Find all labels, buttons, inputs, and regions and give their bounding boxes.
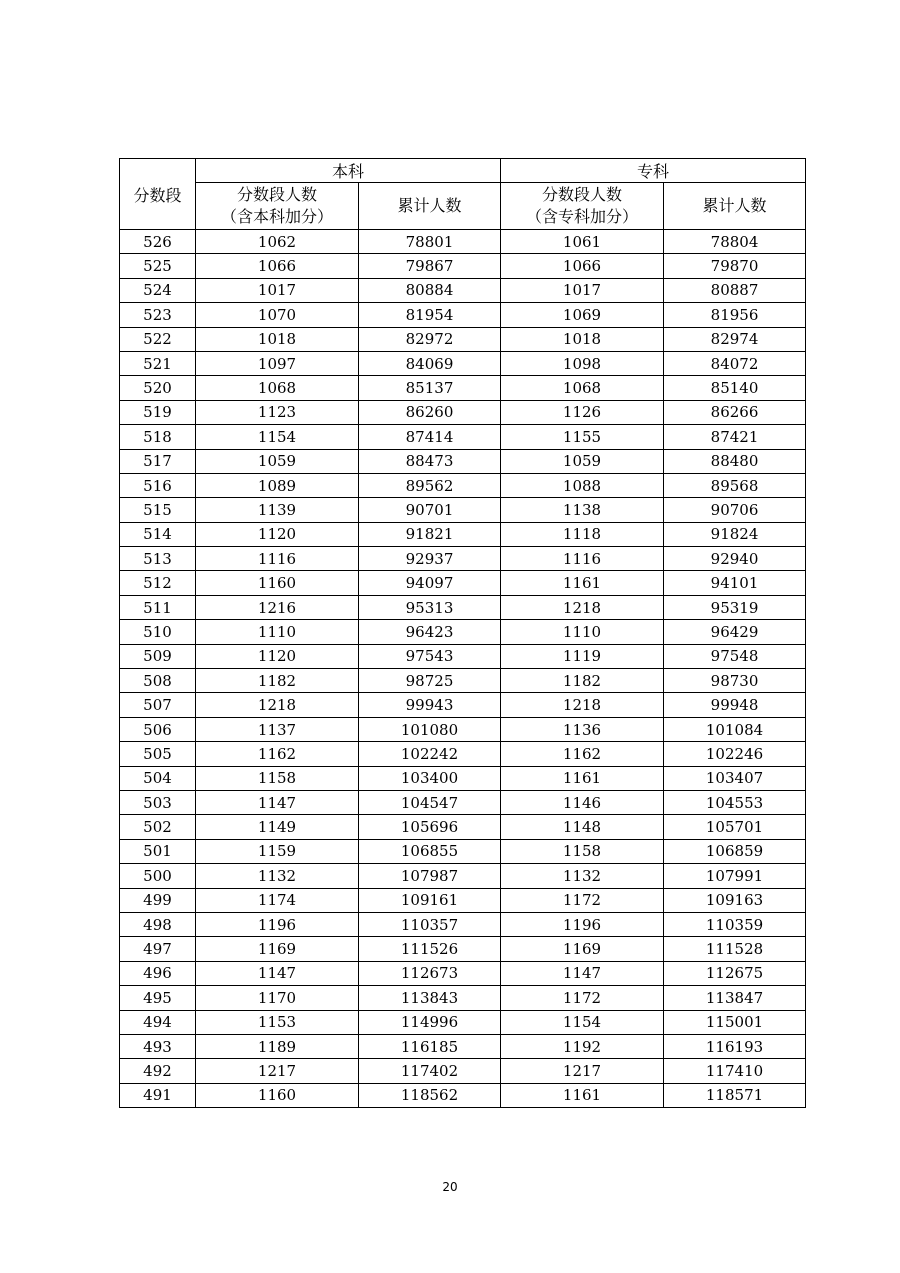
cell-score: 518 — [120, 425, 196, 449]
cell-undergrad-count: 1137 — [196, 717, 359, 741]
cell-vocational-cumulative: 84072 — [664, 351, 806, 375]
cell-undergrad-cumulative: 84069 — [359, 351, 501, 375]
cell-score: 526 — [120, 230, 196, 254]
cell-undergrad-cumulative: 104547 — [359, 790, 501, 814]
table-row — [120, 864, 806, 888]
cell-undergrad-count: 1110 — [196, 620, 359, 644]
header-undergrad-count-note: （含本科加分） — [220, 207, 333, 226]
cell-undergrad-count: 1120 — [196, 522, 359, 546]
cell-score: 498 — [120, 912, 196, 936]
cell-vocational-cumulative: 113847 — [664, 986, 806, 1010]
cell-undergrad-count: 1170 — [196, 986, 359, 1010]
cell-vocational-count: 1059 — [501, 449, 664, 473]
table-row — [120, 986, 806, 1010]
cell-score: 501 — [120, 839, 196, 863]
table-row — [120, 473, 806, 497]
cell-vocational-count: 1182 — [501, 669, 664, 693]
cell-vocational-cumulative: 81956 — [664, 303, 806, 327]
cell-vocational-cumulative: 88480 — [664, 449, 806, 473]
cell-vocational-cumulative: 116193 — [664, 1034, 806, 1058]
cell-score: 520 — [120, 376, 196, 400]
cell-undergrad-cumulative: 85137 — [359, 376, 501, 400]
cell-vocational-count: 1146 — [501, 790, 664, 814]
cell-vocational-cumulative: 99948 — [664, 693, 806, 717]
cell-undergrad-cumulative: 82972 — [359, 327, 501, 351]
cell-vocational-count: 1218 — [501, 595, 664, 619]
cell-undergrad-count: 1132 — [196, 864, 359, 888]
cell-vocational-cumulative: 90706 — [664, 498, 806, 522]
cell-undergrad-cumulative: 88473 — [359, 449, 501, 473]
header-undergrad-cumulative: 累计人数 — [359, 183, 501, 230]
cell-score: 492 — [120, 1059, 196, 1083]
cell-undergrad-cumulative: 105696 — [359, 815, 501, 839]
cell-undergrad-cumulative: 99943 — [359, 693, 501, 717]
cell-undergrad-count: 1169 — [196, 937, 359, 961]
cell-undergrad-cumulative: 113843 — [359, 986, 501, 1010]
cell-score: 497 — [120, 937, 196, 961]
cell-vocational-cumulative: 98730 — [664, 669, 806, 693]
cell-vocational-count: 1126 — [501, 400, 664, 424]
cell-undergrad-count: 1218 — [196, 693, 359, 717]
table-row — [120, 303, 806, 327]
cell-undergrad-count: 1123 — [196, 400, 359, 424]
cell-score: 499 — [120, 888, 196, 912]
cell-score: 504 — [120, 766, 196, 790]
cell-score: 507 — [120, 693, 196, 717]
cell-vocational-cumulative: 95319 — [664, 595, 806, 619]
table-row — [120, 790, 806, 814]
cell-score: 503 — [120, 790, 196, 814]
cell-undergrad-count: 1174 — [196, 888, 359, 912]
cell-undergrad-cumulative: 91821 — [359, 522, 501, 546]
table-row — [120, 888, 806, 912]
header-vocational-count — [501, 183, 664, 230]
cell-undergrad-cumulative: 95313 — [359, 595, 501, 619]
table-row — [120, 644, 806, 668]
header-undergrad-count — [196, 183, 359, 230]
cell-vocational-count: 1119 — [501, 644, 664, 668]
cell-score: 506 — [120, 717, 196, 741]
cell-undergrad-cumulative: 114996 — [359, 1010, 501, 1034]
table-row — [120, 669, 806, 693]
cell-undergrad-cumulative: 103400 — [359, 766, 501, 790]
cell-undergrad-cumulative: 94097 — [359, 571, 501, 595]
cell-score: 509 — [120, 644, 196, 668]
cell-vocational-cumulative: 102246 — [664, 742, 806, 766]
cell-vocational-count: 1155 — [501, 425, 664, 449]
table-row — [120, 595, 806, 619]
cell-vocational-count: 1110 — [501, 620, 664, 644]
cell-undergrad-count: 1160 — [196, 571, 359, 595]
cell-vocational-cumulative: 87421 — [664, 425, 806, 449]
cell-vocational-cumulative: 85140 — [664, 376, 806, 400]
cell-vocational-cumulative: 92940 — [664, 547, 806, 571]
header-vocational-cumulative: 累计人数 — [664, 183, 806, 230]
cell-score: 514 — [120, 522, 196, 546]
cell-vocational-count: 1158 — [501, 839, 664, 863]
cell-undergrad-count: 1068 — [196, 376, 359, 400]
cell-undergrad-cumulative: 111526 — [359, 937, 501, 961]
cell-undergrad-cumulative: 107987 — [359, 864, 501, 888]
table-row — [120, 1010, 806, 1034]
cell-undergrad-count: 1059 — [196, 449, 359, 473]
cell-vocational-count: 1192 — [501, 1034, 664, 1058]
cell-undergrad-cumulative: 106855 — [359, 839, 501, 863]
cell-score: 496 — [120, 961, 196, 985]
table-row — [120, 742, 806, 766]
table-row — [120, 278, 806, 302]
cell-undergrad-count: 1160 — [196, 1083, 359, 1107]
cell-vocational-count: 1066 — [501, 254, 664, 278]
cell-score: 494 — [120, 1010, 196, 1034]
table-body — [120, 230, 806, 1108]
cell-vocational-count: 1162 — [501, 742, 664, 766]
table-row — [120, 717, 806, 741]
cell-undergrad-count: 1116 — [196, 547, 359, 571]
cell-vocational-cumulative: 103407 — [664, 766, 806, 790]
cell-score: 519 — [120, 400, 196, 424]
cell-score: 522 — [120, 327, 196, 351]
cell-vocational-count: 1069 — [501, 303, 664, 327]
cell-score: 516 — [120, 473, 196, 497]
cell-undergrad-count: 1018 — [196, 327, 359, 351]
table-row — [120, 327, 806, 351]
cell-vocational-count: 1169 — [501, 937, 664, 961]
cell-vocational-count: 1172 — [501, 986, 664, 1010]
table-row — [120, 839, 806, 863]
cell-undergrad-cumulative: 81954 — [359, 303, 501, 327]
cell-vocational-cumulative: 107991 — [664, 864, 806, 888]
cell-vocational-count: 1136 — [501, 717, 664, 741]
cell-score: 510 — [120, 620, 196, 644]
table-row — [120, 351, 806, 375]
cell-score: 513 — [120, 547, 196, 571]
cell-undergrad-cumulative: 110357 — [359, 912, 501, 936]
cell-undergrad-count: 1149 — [196, 815, 359, 839]
cell-score: 523 — [120, 303, 196, 327]
cell-vocational-cumulative: 104553 — [664, 790, 806, 814]
table-row — [120, 693, 806, 717]
cell-vocational-count: 1147 — [501, 961, 664, 985]
score-distribution-table — [119, 158, 806, 1108]
header-vocational-count-label: 分数段人数 — [542, 185, 623, 204]
cell-vocational-count: 1161 — [501, 766, 664, 790]
cell-vocational-count: 1017 — [501, 278, 664, 302]
cell-vocational-cumulative: 94101 — [664, 571, 806, 595]
cell-undergrad-cumulative: 92937 — [359, 547, 501, 571]
cell-score: 505 — [120, 742, 196, 766]
cell-undergrad-cumulative: 98725 — [359, 669, 501, 693]
cell-undergrad-cumulative: 79867 — [359, 254, 501, 278]
cell-undergrad-count: 1097 — [196, 351, 359, 375]
cell-undergrad-cumulative: 102242 — [359, 742, 501, 766]
cell-undergrad-cumulative: 78801 — [359, 230, 501, 254]
cell-undergrad-cumulative: 89562 — [359, 473, 501, 497]
cell-vocational-count: 1116 — [501, 547, 664, 571]
cell-vocational-cumulative: 78804 — [664, 230, 806, 254]
cell-vocational-count: 1196 — [501, 912, 664, 936]
cell-vocational-cumulative: 117410 — [664, 1059, 806, 1083]
table-row — [120, 912, 806, 936]
cell-undergrad-count: 1196 — [196, 912, 359, 936]
cell-undergrad-cumulative: 87414 — [359, 425, 501, 449]
cell-undergrad-count: 1153 — [196, 1010, 359, 1034]
cell-undergrad-cumulative: 109161 — [359, 888, 501, 912]
cell-score: 517 — [120, 449, 196, 473]
cell-vocational-cumulative: 110359 — [664, 912, 806, 936]
cell-vocational-count: 1161 — [501, 571, 664, 595]
cell-undergrad-cumulative: 96423 — [359, 620, 501, 644]
cell-vocational-cumulative: 82974 — [664, 327, 806, 351]
table-row — [120, 230, 806, 254]
cell-vocational-cumulative: 109163 — [664, 888, 806, 912]
table-row — [120, 254, 806, 278]
table-row — [120, 1083, 806, 1107]
cell-undergrad-cumulative: 118562 — [359, 1083, 501, 1107]
cell-score: 500 — [120, 864, 196, 888]
cell-undergrad-cumulative: 117402 — [359, 1059, 501, 1083]
cell-undergrad-count: 1216 — [196, 595, 359, 619]
header-vocational-count-note: （含专科加分） — [526, 207, 639, 226]
cell-vocational-count: 1217 — [501, 1059, 664, 1083]
cell-score: 493 — [120, 1034, 196, 1058]
cell-vocational-cumulative: 105701 — [664, 815, 806, 839]
cell-undergrad-count: 1066 — [196, 254, 359, 278]
cell-vocational-count: 1061 — [501, 230, 664, 254]
cell-score: 511 — [120, 595, 196, 619]
cell-vocational-count: 1138 — [501, 498, 664, 522]
cell-vocational-count: 1118 — [501, 522, 664, 546]
cell-vocational-count: 1018 — [501, 327, 664, 351]
cell-score: 524 — [120, 278, 196, 302]
cell-vocational-cumulative: 111528 — [664, 937, 806, 961]
cell-vocational-count: 1172 — [501, 888, 664, 912]
cell-undergrad-count: 1147 — [196, 790, 359, 814]
cell-undergrad-cumulative: 101080 — [359, 717, 501, 741]
cell-vocational-cumulative: 79870 — [664, 254, 806, 278]
cell-undergrad-count: 1147 — [196, 961, 359, 985]
header-group-undergraduate: 本科 — [196, 159, 501, 183]
cell-vocational-cumulative: 89568 — [664, 473, 806, 497]
cell-undergrad-count: 1089 — [196, 473, 359, 497]
cell-score: 515 — [120, 498, 196, 522]
cell-undergrad-count: 1070 — [196, 303, 359, 327]
cell-score: 525 — [120, 254, 196, 278]
table-row — [120, 1059, 806, 1083]
header-group-vocational: 专科 — [501, 159, 806, 183]
header-score-range: 分数段 — [120, 159, 196, 230]
cell-undergrad-count: 1017 — [196, 278, 359, 302]
cell-vocational-cumulative: 118571 — [664, 1083, 806, 1107]
table-row — [120, 498, 806, 522]
page-number: 20 — [442, 1180, 458, 1194]
cell-undergrad-count: 1159 — [196, 839, 359, 863]
cell-vocational-count: 1148 — [501, 815, 664, 839]
table-row — [120, 547, 806, 571]
cell-vocational-count: 1218 — [501, 693, 664, 717]
table-row — [120, 571, 806, 595]
cell-undergrad-count: 1139 — [196, 498, 359, 522]
table-row — [120, 522, 806, 546]
cell-vocational-count: 1068 — [501, 376, 664, 400]
cell-vocational-count: 1098 — [501, 351, 664, 375]
cell-vocational-cumulative: 97548 — [664, 644, 806, 668]
table-row — [120, 1034, 806, 1058]
table-row — [120, 961, 806, 985]
cell-vocational-count: 1161 — [501, 1083, 664, 1107]
cell-vocational-cumulative: 96429 — [664, 620, 806, 644]
table-row — [120, 376, 806, 400]
cell-vocational-count: 1154 — [501, 1010, 664, 1034]
table-row — [120, 449, 806, 473]
cell-undergrad-count: 1158 — [196, 766, 359, 790]
table-row — [120, 620, 806, 644]
cell-vocational-cumulative: 86266 — [664, 400, 806, 424]
cell-undergrad-count: 1182 — [196, 669, 359, 693]
cell-undergrad-count: 1154 — [196, 425, 359, 449]
cell-vocational-cumulative: 112675 — [664, 961, 806, 985]
table-row — [120, 815, 806, 839]
cell-vocational-cumulative: 101084 — [664, 717, 806, 741]
cell-score: 502 — [120, 815, 196, 839]
cell-score: 521 — [120, 351, 196, 375]
header-undergrad-count-label: 分数段人数 — [236, 185, 317, 204]
cell-undergrad-cumulative: 80884 — [359, 278, 501, 302]
cell-undergrad-count: 1189 — [196, 1034, 359, 1058]
cell-undergrad-count: 1217 — [196, 1059, 359, 1083]
cell-vocational-cumulative: 80887 — [664, 278, 806, 302]
cell-undergrad-count: 1120 — [196, 644, 359, 668]
table-row — [120, 766, 806, 790]
cell-undergrad-cumulative: 90701 — [359, 498, 501, 522]
cell-undergrad-cumulative: 116185 — [359, 1034, 501, 1058]
cell-undergrad-cumulative: 97543 — [359, 644, 501, 668]
cell-undergrad-count: 1162 — [196, 742, 359, 766]
cell-score: 491 — [120, 1083, 196, 1107]
cell-score: 512 — [120, 571, 196, 595]
table-row — [120, 400, 806, 424]
cell-vocational-cumulative: 106859 — [664, 839, 806, 863]
cell-undergrad-cumulative: 86260 — [359, 400, 501, 424]
cell-vocational-cumulative: 115001 — [664, 1010, 806, 1034]
cell-undergrad-cumulative: 112673 — [359, 961, 501, 985]
cell-vocational-cumulative: 91824 — [664, 522, 806, 546]
table-row — [120, 937, 806, 961]
cell-vocational-count: 1132 — [501, 864, 664, 888]
cell-score: 495 — [120, 986, 196, 1010]
cell-undergrad-count: 1062 — [196, 230, 359, 254]
cell-score: 508 — [120, 669, 196, 693]
table-row — [120, 425, 806, 449]
cell-vocational-count: 1088 — [501, 473, 664, 497]
